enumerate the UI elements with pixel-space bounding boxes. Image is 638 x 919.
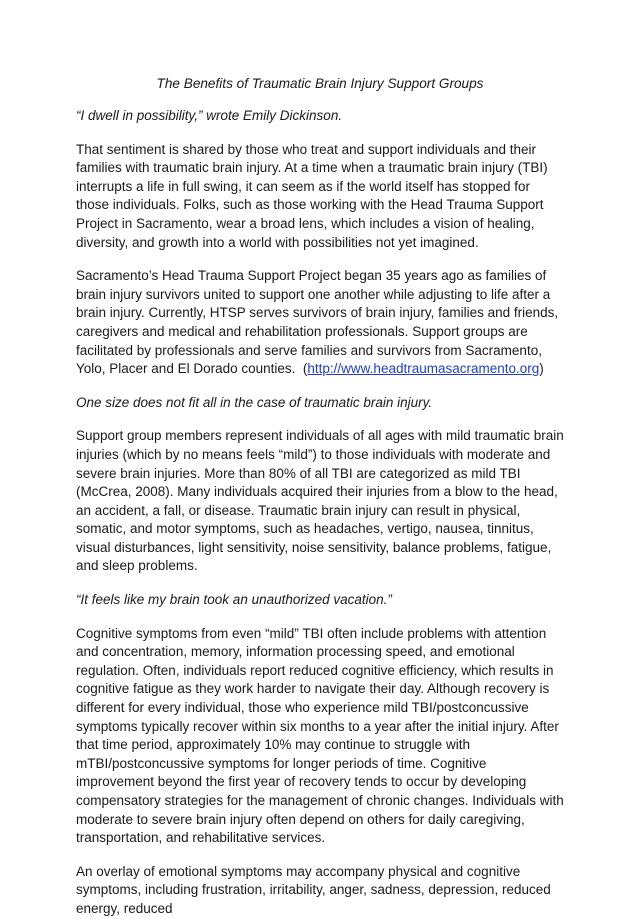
htsp-website-link[interactable]: http://www.headtraumasacramento.org (307, 361, 540, 377)
emotional-paragraph: An overlay of emotional symptoms may accompany physical and cognitive symptoms, including frustration, irritability, anger, sadness, depression, reduced energy, reduced (76, 863, 551, 916)
cognitive-paragraph: Cognitive symptoms from even “mild” TBI often include problems with attention and concentration, memory, information processing speed, and emotional regulation. Often, individuals report reduced cognitive efficiency, which results in cognitive fatigue as they work harder to navigate their day. Although recovery is different for every individual, those who experience mild TBI/postconcussive symptoms typically recover within six months to a year after the initial injury. After that time period, approximately 10% may continue to struggle with mTBI/postconcussive symptoms for longer periods of time. Cognitive improvement beyond the first year of recovery tends to occur by developing compensatory strategies for the management of chronic changes. Individuals with moderate to severe brain injury often depend on others for daily caregiving, transportation, and rehabilitative services. (76, 625, 564, 846)
vacation-quote: “It feels like my brain took an unauthorized vacation.” (76, 592, 392, 608)
symptoms-paragraph: Support group members represent individuals of all ages with mild traumatic brain injuries (which by no means feels “mild”) to those individuals with moderate and severe brain injuries. More than 80% of all TBI are categorized as mild TBI (McCrea, 2008). Many individuals acquired their injuries from a blow to the head, an accident, a fall, or disease. Traumatic brain injury can result in physical, somatic, and motor symptoms, such as headaches, vertigo, nausea, tinnitus, visual disturbances, light sensitivity, noise sensitivity, balance problems, fatigue, and sleep problems. (76, 428, 564, 574)
page-title: The Benefits of Traumatic Brain Injury Support Groups (156, 76, 484, 91)
section-subheading: One size does not fit all in the case of traumatic brain injury. (76, 394, 433, 410)
htsp-paragraph (76, 267, 564, 379)
link-close-paren: ) (539, 361, 544, 377)
link-open-paren: ( (302, 361, 308, 377)
opening-quote: “I dwell in possibility,” wrote Emily Dickinson. (76, 108, 343, 123)
htsp-paragraph-text: Sacramento’s Head Trauma Support Project began 35 years ago as families of brain injury survivors united to support one another while adjusting to life after a brain injury. Currently, HTSP serves survivors of brain injury, families and friends, caregivers and medical and rehabilitation professionals. Support groups are facilitated by professionals and serve families and survivors from Sacramento, Yolo, Placer and El Dorado counties. (76, 268, 559, 377)
intro-paragraph: That sentiment is shared by those who treat and support individuals and their families with traumatic brain injury. At a time when a traumatic brain injury (TBI) interrupts a life in full swing, it can seem as if the world itself has stopped for those individuals. Folks, such as those working with the Head Trauma Support Project in Sacramento, wear a broad lens, which includes a vision of healing, diversity, and growth into a world with possibilities not yet imagined. (76, 141, 548, 250)
